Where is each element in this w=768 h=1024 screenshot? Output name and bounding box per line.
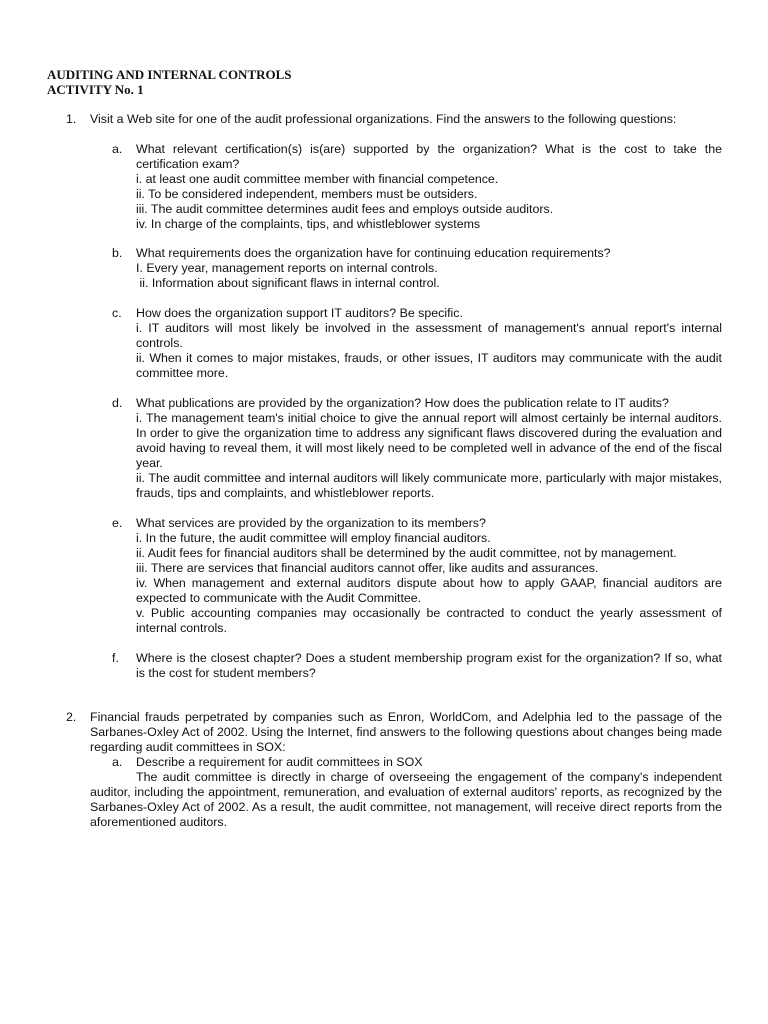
question-2 xyxy=(66,710,722,755)
answer-1e-v: v. Public accounting companies may occasionally be contracted to conduct the yearly assessment of internal controls. xyxy=(136,606,722,635)
document-heading xyxy=(47,67,292,97)
answer-1a-i: i. at least one audit committee member with financial competence. xyxy=(136,172,499,186)
question-1-number: 1. xyxy=(66,112,77,126)
question-1b-letter: b. xyxy=(112,246,123,260)
question-2a-letter: a. xyxy=(112,755,123,769)
answer-2a-text: The audit committee is directly in charge of overseeing the engagement of the company's independent auditor, including the appointment, remuneration, and evaluation of external auditors' reports, as recognized by the Sarbanes-Oxley Act of 2002. As a result, the audit committee, not management, will receive direct reports from the aforementioned auditors. xyxy=(90,770,722,829)
question-1d-text: What publications are provided by the organization? How does the publication relate to IT audits? xyxy=(136,396,669,410)
question-1b-text: What requirements does the organization have for continuing education requirements? xyxy=(136,246,611,260)
question-1a xyxy=(112,142,722,232)
question-1 xyxy=(66,112,722,127)
question-1b xyxy=(112,246,722,291)
activity-label: ACTIVITY No. 1 xyxy=(47,82,144,97)
question-1f-letter: f. xyxy=(112,651,119,665)
question-1a-text: What relevant certification(s) is(are) supported by the organization? What is the cost to take the certification exam? xyxy=(136,142,722,171)
answer-1e-iii: iii. There are services that financial auditors cannot offer, like audits and assurances. xyxy=(136,561,599,575)
question-1-text: Visit a Web site for one of the audit professional organizations. Find the answers to the following questions: xyxy=(90,112,677,126)
answer-1e-iv: iv. When management and external auditors dispute about how to apply GAAP, financial auditors are expected to communicate with the Audit Committee. xyxy=(136,576,722,605)
answer-1b-ii: ii. Information about significant flaws in internal control. xyxy=(136,276,440,290)
question-1e-text: What services are provided by the organization to its members? xyxy=(136,516,486,530)
question-2a xyxy=(112,755,722,770)
answer-1d-i: i. The management team's initial choice to give the annual report will almost certainly be internal auditors. In order to give the organization time to address any significant flaws discovered during the evaluation and avoid having to reveal them, it will most likely need to be completed well in advance of the end of the fiscal year. xyxy=(136,411,722,470)
question-1f xyxy=(112,651,722,681)
answer-2a xyxy=(90,770,722,830)
document-title: AUDITING AND INTERNAL CONTROLS xyxy=(47,67,292,82)
question-1d xyxy=(112,396,722,501)
question-2a-text: Describe a requirement for audit committees in SOX xyxy=(136,755,423,769)
answer-1a-iii: iii. The audit committee determines audit fees and employs outside auditors. xyxy=(136,202,554,216)
question-2-number: 2. xyxy=(66,710,77,724)
question-1d-letter: d. xyxy=(112,396,123,410)
question-1a-letter: a. xyxy=(112,142,123,156)
answer-1d-ii: ii. The audit committee and internal auditors will likely communicate more, particularly with major mistakes, frauds, tips and complaints, and whistleblower reports. xyxy=(136,471,722,500)
question-1c-letter: c. xyxy=(112,306,122,320)
question-1e xyxy=(112,516,722,636)
question-1c-text: How does the organization support IT auditors? Be specific. xyxy=(136,306,463,320)
answer-1c-i: i. IT auditors will most likely be involved in the assessment of management's annual report's internal controls. xyxy=(136,321,722,350)
question-1c xyxy=(112,306,722,381)
question-1f-text: Where is the closest chapter? Does a student membership program exist for the organization? If so, what is the cost for student members? xyxy=(136,651,722,680)
answer-1e-ii: ii. Audit fees for financial auditors shall be determined by the audit committee, not by management. xyxy=(136,546,677,560)
answer-1e-i: i. In the future, the audit committee will employ financial auditors. xyxy=(136,531,491,545)
question-2-text: Financial frauds perpetrated by companies such as Enron, WorldCom, and Adelphia led to the passage of the Sarbanes-Oxley Act of 2002. Using the Internet, find answers to the following questions about changes being made regarding audit committees in SOX: xyxy=(90,710,722,754)
answer-1b-i: I. Every year, management reports on internal controls. xyxy=(136,261,438,275)
answer-1a-ii: ii. To be considered independent, members must be outsiders. xyxy=(136,187,478,201)
answer-1a-iv: iv. In charge of the complaints, tips, and whistleblower systems xyxy=(136,217,481,231)
question-1e-letter: e. xyxy=(112,516,123,530)
answer-1c-ii: ii. When it comes to major mistakes, frauds, or other issues, IT auditors may communicate with the audit committee more. xyxy=(136,351,722,380)
